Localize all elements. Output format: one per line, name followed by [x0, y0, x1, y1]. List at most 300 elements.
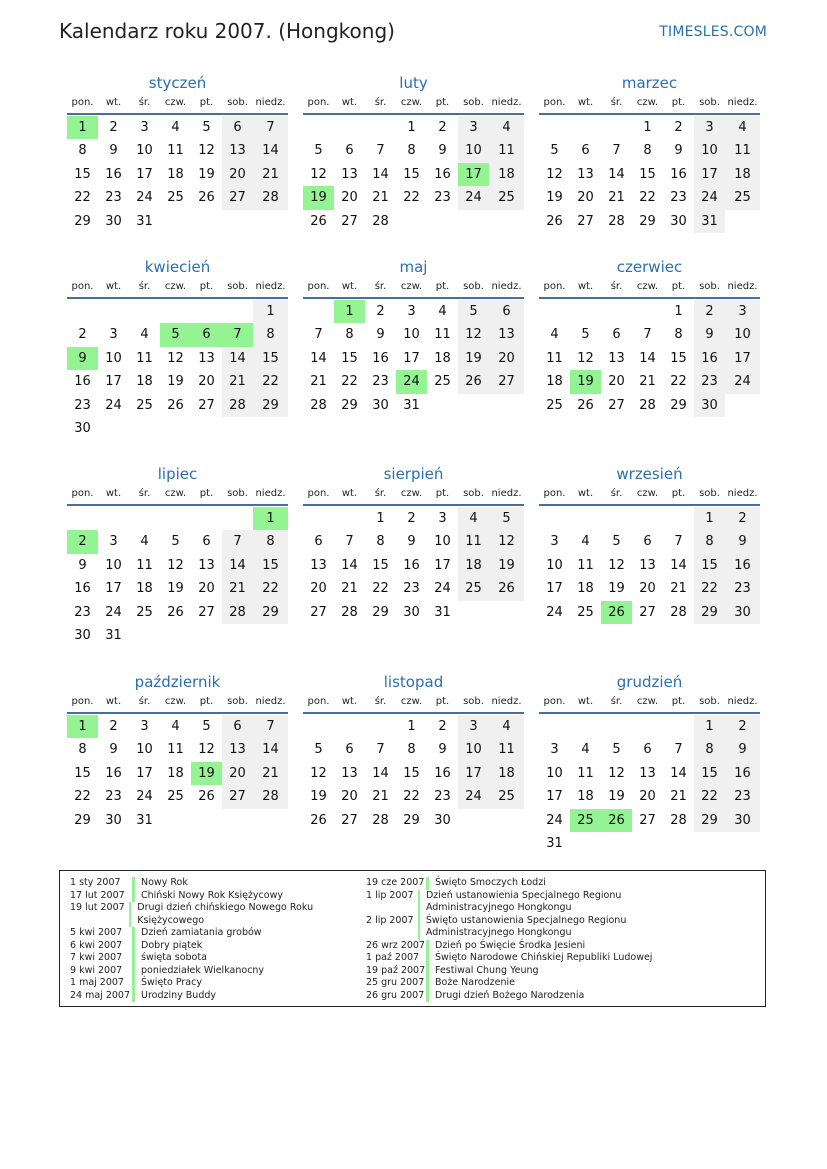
day-cell: 14: [222, 347, 253, 370]
weekday-label: sob.: [227, 488, 248, 499]
day-cell: 24: [105, 604, 122, 620]
week-row: [67, 715, 288, 738]
day-cell: 16: [403, 557, 420, 573]
day-cell: 7: [674, 534, 683, 550]
day-cell: 29: [253, 601, 288, 624]
month-4: [67, 256, 288, 440]
day-cell: 23: [725, 577, 760, 600]
weekday-label: wt.: [341, 97, 358, 108]
weekday-label: pt.: [435, 696, 450, 707]
empty-day-cell: [129, 417, 160, 440]
weekday-label: wt.: [577, 696, 594, 707]
day-cell: 29: [74, 213, 91, 229]
weekday-label: śr.: [610, 97, 623, 108]
day-cell: 7: [643, 327, 652, 343]
day-cell: 2: [674, 120, 683, 135]
week-row: [303, 809, 524, 832]
day-cell: 5: [171, 534, 180, 550]
day-cell: 26: [489, 577, 524, 600]
day-cell: 4: [171, 719, 180, 734]
day-cell: 10: [105, 557, 122, 573]
day-cell: 22: [253, 577, 288, 600]
weekday-label: czw.: [636, 97, 659, 108]
weekday-label: śr.: [610, 281, 623, 292]
empty-day-cell: [191, 507, 222, 530]
week-row: [67, 554, 288, 577]
day-cell: 9: [438, 143, 447, 159]
day-cell: 30: [725, 601, 760, 624]
legend-holiday-name: Dzień zamiatania grobów: [141, 927, 262, 938]
weekday-label: sob.: [699, 97, 720, 108]
day-cell: 21: [608, 190, 625, 206]
weekday-header: [539, 693, 760, 714]
day-cell: 23: [105, 190, 122, 206]
empty-day-cell: [129, 507, 160, 530]
day-cell: 17: [694, 163, 725, 186]
empty-day-cell: [539, 116, 570, 139]
day-cell: 16: [694, 347, 725, 370]
day-cell: 12: [310, 166, 327, 182]
day-cell: 8: [694, 530, 725, 553]
empty-day-cell: [253, 417, 288, 440]
day-cell: 11: [167, 742, 184, 758]
day-cell: 24: [458, 785, 489, 808]
empty-day-cell: [253, 809, 288, 832]
week-row: [539, 370, 760, 393]
day-cell: 3: [109, 534, 118, 550]
legend-date: 19 paź 2007: [366, 964, 426, 976]
day-cell: 28: [670, 604, 687, 620]
legend-date: 5 kwi 2007: [70, 927, 123, 938]
weekday-label: sob.: [463, 488, 484, 499]
day-cell: 31: [105, 627, 122, 643]
month-name: sierpień: [383, 465, 444, 483]
day-cell: 6: [489, 300, 524, 323]
day-cell: 3: [694, 116, 725, 139]
holiday-day-cell: 26: [601, 809, 632, 832]
day-cell: 31: [434, 604, 451, 620]
day-cell: 7: [222, 530, 253, 553]
month-1: [67, 72, 288, 233]
empty-day-cell: [570, 300, 601, 323]
legend-row: [366, 915, 696, 940]
empty-day-cell: [601, 832, 632, 855]
legend-row: [70, 977, 350, 990]
day-cell: 16: [434, 765, 451, 781]
day-cell: 4: [171, 120, 180, 135]
week-row: [303, 163, 524, 186]
legend-holiday-name: Urodziny Buddy: [141, 989, 217, 1001]
empty-day-cell: [632, 507, 663, 530]
day-cell: 16: [74, 374, 91, 390]
day-cell: 7: [612, 143, 621, 159]
day-cell: 28: [639, 397, 656, 413]
weekday-label: niedz.: [255, 97, 286, 108]
day-cell: 22: [253, 370, 288, 393]
day-cell: 14: [639, 350, 656, 366]
day-cell: 9: [78, 557, 87, 573]
day-cell: 6: [202, 534, 211, 550]
legend-holiday-name: Chiński Nowy Rok Księżycowy: [141, 889, 283, 901]
month-12: [539, 671, 760, 855]
day-cell: 24: [546, 604, 563, 620]
day-cell: 21: [222, 370, 253, 393]
day-cell: 22: [74, 789, 91, 805]
week-row: [539, 832, 760, 855]
day-cell: 18: [725, 163, 760, 186]
week-row: [67, 417, 288, 440]
day-cell: 22: [403, 190, 420, 206]
day-cell: 12: [608, 557, 625, 573]
legend-marker: [426, 965, 429, 978]
weekday-label: śr.: [138, 281, 151, 292]
day-cell: 19: [608, 581, 625, 597]
holiday-day-cell: 26: [601, 601, 632, 624]
weekday-label: pon.: [307, 281, 330, 292]
month-name: wrzesień: [616, 465, 683, 483]
legend-date: 1 paź 2007: [366, 952, 420, 963]
month-name: maj: [399, 258, 428, 276]
week-row: [539, 394, 760, 417]
empty-day-cell: [98, 417, 129, 440]
day-cell: 23: [74, 604, 91, 620]
day-cell: 6: [222, 116, 253, 139]
day-cell: 13: [489, 323, 524, 346]
legend-date: 26 wrz 2007: [366, 939, 425, 951]
day-cell: 18: [577, 581, 594, 597]
day-cell: 22: [670, 374, 687, 390]
day-cell: 18: [136, 581, 153, 597]
weekday-label: pon.: [71, 696, 94, 707]
day-cell: 13: [639, 557, 656, 573]
weekday-header: [67, 94, 288, 115]
month-10: [67, 671, 288, 832]
day-cell: 9: [376, 327, 385, 343]
day-cell: 25: [489, 785, 524, 808]
week-row: [303, 507, 524, 530]
empty-day-cell: [160, 507, 191, 530]
day-cell: 27: [489, 370, 524, 393]
week-row: [539, 530, 760, 553]
empty-day-cell: [632, 300, 663, 323]
day-cell: 16: [105, 765, 122, 781]
day-cell: 13: [310, 557, 327, 573]
weekday-label: wt.: [341, 281, 358, 292]
weekday-label: sob.: [463, 696, 484, 707]
empty-day-cell: [458, 809, 489, 832]
day-cell: 29: [403, 812, 420, 828]
day-cell: 28: [372, 812, 389, 828]
day-cell: 5: [581, 327, 590, 343]
day-cell: 13: [198, 557, 215, 573]
holiday-legend: [59, 870, 766, 1007]
weekday-label: pon.: [543, 696, 566, 707]
week-row: [539, 738, 760, 761]
weekday-header: [539, 278, 760, 299]
day-cell: 25: [725, 186, 760, 209]
day-cell: 20: [639, 789, 656, 805]
day-cell: 28: [253, 186, 288, 209]
day-cell: 18: [577, 789, 594, 805]
day-cell: 29: [253, 394, 288, 417]
day-cell: 12: [608, 765, 625, 781]
empty-day-cell: [160, 624, 191, 647]
week-row: [539, 186, 760, 209]
day-cell: 6: [314, 534, 323, 550]
day-cell: 9: [674, 143, 683, 159]
legend-column-right: [366, 877, 696, 1002]
month-name: październik: [134, 673, 221, 691]
day-cell: 22: [372, 581, 389, 597]
empty-day-cell: [427, 210, 458, 233]
day-cell: 28: [222, 394, 253, 417]
week-row: [303, 116, 524, 139]
day-cell: 25: [546, 397, 563, 413]
weekday-label: niedz.: [255, 488, 286, 499]
empty-day-cell: [303, 507, 334, 530]
month-name: styczeń: [148, 74, 207, 92]
weekday-label: niedz.: [727, 696, 758, 707]
empty-day-cell: [427, 394, 458, 417]
week-row: [67, 785, 288, 808]
day-cell: 4: [140, 534, 149, 550]
day-cell: 14: [372, 166, 389, 182]
week-row: [539, 300, 760, 323]
day-cell: 28: [608, 213, 625, 229]
week-row: [539, 323, 760, 346]
day-cell: 25: [458, 577, 489, 600]
day-cell: 26: [167, 397, 184, 413]
week-row: [67, 210, 288, 233]
week-row: [67, 323, 288, 346]
day-cell: 11: [434, 327, 451, 343]
day-cell: 30: [403, 604, 420, 620]
empty-day-cell: [67, 300, 98, 323]
day-cell: 20: [577, 190, 594, 206]
day-cell: 31: [136, 213, 153, 229]
legend-date: 17 lut 2007: [70, 889, 125, 901]
empty-day-cell: [191, 417, 222, 440]
holiday-day-cell: 1: [67, 715, 98, 738]
day-cell: 19: [167, 374, 184, 390]
weekday-label: pon.: [71, 488, 94, 499]
day-cell: 14: [222, 554, 253, 577]
day-cell: 28: [670, 812, 687, 828]
day-cell: 14: [670, 765, 687, 781]
holiday-day-cell: 1: [253, 507, 288, 530]
day-cell: 11: [489, 139, 524, 162]
weekday-label: śr.: [138, 97, 151, 108]
legend-marker: [132, 977, 135, 990]
day-cell: 8: [407, 742, 416, 758]
weekday-label: pon.: [307, 97, 330, 108]
weekday-label: niedz.: [255, 696, 286, 707]
day-cell: 28: [310, 397, 327, 413]
day-cell: 11: [546, 350, 563, 366]
weekday-label: śr.: [138, 488, 151, 499]
day-cell: 2: [407, 511, 416, 526]
day-cell: 4: [489, 116, 524, 139]
day-cell: 7: [314, 327, 323, 343]
day-cell: 2: [78, 327, 87, 343]
day-cell: 14: [310, 350, 327, 366]
day-cell: 5: [202, 120, 211, 135]
legend-row: [366, 877, 696, 890]
legend-row: [70, 965, 350, 978]
day-cell: 9: [725, 738, 760, 761]
empty-day-cell: [365, 116, 396, 139]
day-cell: 26: [310, 213, 327, 229]
day-cell: 29: [694, 601, 725, 624]
day-cell: 12: [577, 350, 594, 366]
week-row: [539, 210, 760, 233]
day-cell: 10: [546, 765, 563, 781]
week-row: [303, 715, 524, 738]
weekday-label: śr.: [374, 281, 387, 292]
week-row: [539, 163, 760, 186]
empty-day-cell: [632, 832, 663, 855]
day-cell: 18: [489, 762, 524, 785]
day-cell: 15: [341, 350, 358, 366]
month-name: kwiecień: [144, 258, 211, 276]
day-cell: 9: [438, 742, 447, 758]
day-cell: 8: [253, 323, 288, 346]
weekday-label: wt.: [341, 488, 358, 499]
holiday-day-cell: 5: [160, 323, 191, 346]
holiday-day-cell: 2: [67, 530, 98, 553]
holiday-day-cell: 1: [334, 300, 365, 323]
day-cell: 30: [670, 213, 687, 229]
empty-day-cell: [539, 715, 570, 738]
day-cell: 4: [725, 116, 760, 139]
empty-day-cell: [725, 394, 760, 417]
week-row: [67, 139, 288, 162]
week-row: [303, 210, 524, 233]
day-cell: 23: [694, 370, 725, 393]
weekday-header: [67, 693, 288, 714]
empty-day-cell: [570, 116, 601, 139]
holiday-day-cell: 19: [303, 186, 334, 209]
day-cell: 27: [222, 186, 253, 209]
weekday-label: czw.: [400, 696, 423, 707]
day-cell: 9: [725, 530, 760, 553]
day-cell: 8: [674, 327, 683, 343]
day-cell: 29: [372, 604, 389, 620]
legend-row: [366, 940, 696, 953]
empty-day-cell: [489, 394, 524, 417]
weekday-label: niedz.: [727, 488, 758, 499]
day-cell: 15: [74, 765, 91, 781]
day-cell: 26: [577, 397, 594, 413]
legend-row: [70, 890, 350, 903]
empty-day-cell: [489, 809, 524, 832]
empty-day-cell: [191, 210, 222, 233]
weekday-label: wt.: [341, 696, 358, 707]
empty-day-cell: [570, 507, 601, 530]
day-cell: 12: [546, 166, 563, 182]
day-cell: 7: [376, 143, 385, 159]
weekday-label: sob.: [699, 488, 720, 499]
legend-holiday-name: Święto Pracy: [141, 977, 202, 988]
day-cell: 18: [489, 163, 524, 186]
legend-date: 19 lut 2007: [70, 902, 125, 913]
day-cell: 8: [407, 143, 416, 159]
empty-day-cell: [160, 809, 191, 832]
day-cell: 6: [345, 742, 354, 758]
day-cell: 3: [550, 534, 559, 550]
day-cell: 3: [458, 116, 489, 139]
day-cell: 15: [74, 166, 91, 182]
day-cell: 8: [694, 738, 725, 761]
weekday-label: czw.: [400, 281, 423, 292]
day-cell: 12: [198, 742, 215, 758]
day-cell: 17: [105, 581, 122, 597]
week-row: [303, 601, 524, 624]
day-cell: 23: [105, 789, 122, 805]
day-cell: 4: [489, 715, 524, 738]
legend-marker: [132, 940, 135, 953]
week-row: [67, 300, 288, 323]
empty-day-cell: [632, 715, 663, 738]
empty-day-cell: [458, 601, 489, 624]
day-cell: 5: [314, 742, 323, 758]
weekday-label: pt.: [671, 696, 686, 707]
day-cell: 7: [376, 742, 385, 758]
empty-day-cell: [725, 832, 760, 855]
day-cell: 1: [253, 300, 288, 323]
day-cell: 10: [136, 143, 153, 159]
day-cell: 15: [694, 762, 725, 785]
day-cell: 5: [458, 300, 489, 323]
legend-holiday-name: Dobry piątek: [141, 939, 203, 951]
day-cell: 3: [438, 511, 447, 526]
day-cell: 8: [253, 530, 288, 553]
holiday-day-cell: 9: [67, 347, 98, 370]
day-cell: 26: [310, 812, 327, 828]
weekday-label: sob.: [227, 97, 248, 108]
weekday-label: śr.: [374, 97, 387, 108]
legend-date: 1 lip 2007: [366, 889, 414, 901]
empty-day-cell: [489, 210, 524, 233]
legend-marker: [426, 990, 429, 1003]
day-cell: 17: [105, 374, 122, 390]
legend-date: 6 kwi 2007: [70, 939, 123, 951]
weekday-label: pt.: [199, 488, 214, 499]
empty-day-cell: [222, 210, 253, 233]
week-row: [303, 370, 524, 393]
week-row: [303, 530, 524, 553]
site-brand-link[interactable]: TIMESLES.COM: [659, 24, 767, 40]
holiday-day-cell: 7: [222, 323, 253, 346]
legend-date: 24 maj 2007: [70, 989, 131, 1001]
day-cell: 27: [639, 812, 656, 828]
day-cell: 11: [458, 530, 489, 553]
day-cell: 4: [550, 327, 559, 343]
weekday-label: pon.: [543, 488, 566, 499]
week-row: [67, 370, 288, 393]
weekday-label: pon.: [543, 97, 566, 108]
day-cell: 30: [105, 213, 122, 229]
day-cell: 21: [310, 374, 327, 390]
empty-day-cell: [489, 601, 524, 624]
day-cell: 30: [74, 627, 91, 643]
day-cell: 17: [546, 789, 563, 805]
day-cell: 2: [725, 715, 760, 738]
empty-day-cell: [539, 507, 570, 530]
day-cell: 8: [376, 534, 385, 550]
day-cell: 26: [167, 604, 184, 620]
day-cell: 2: [694, 300, 725, 323]
